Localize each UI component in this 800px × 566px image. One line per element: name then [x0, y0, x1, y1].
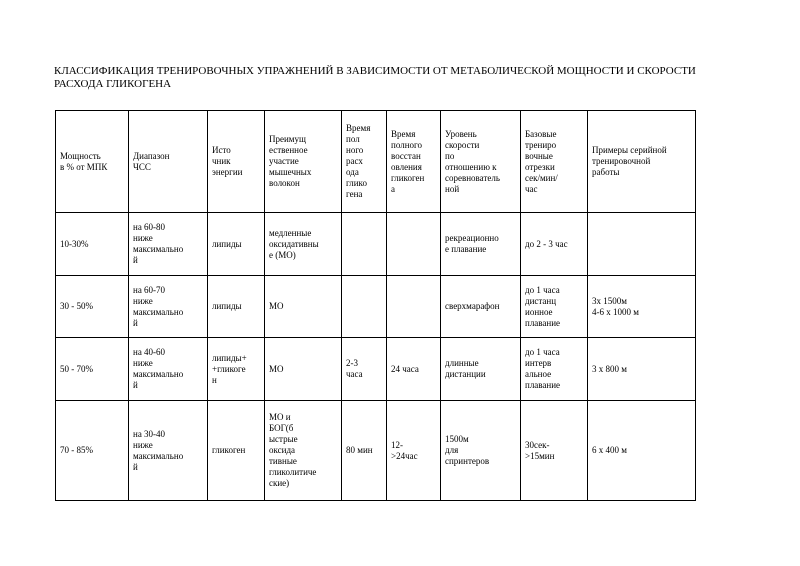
cell-line: максимально	[133, 369, 184, 379]
cell-line: максимально	[133, 450, 184, 461]
cell-line: плавание	[525, 380, 561, 390]
cell-line: сек/мин/	[525, 172, 558, 183]
cell-line: тренировочной	[592, 156, 651, 166]
segments-cell	[521, 276, 588, 338]
table-row	[56, 213, 696, 276]
cell-line: >15мин	[525, 450, 555, 461]
header-row	[56, 111, 696, 213]
cell-line: трениро	[525, 139, 557, 150]
cell-line: 70 - 85%	[60, 445, 93, 455]
cell-line: полного	[391, 139, 422, 150]
power-cell	[56, 213, 129, 276]
cell-line: 10-30%	[60, 238, 89, 249]
cell-line: 6 х 400 м	[592, 445, 627, 455]
title-line: КЛАССИФИКАЦИЯ ТРЕНИРОВОЧНЫХ УПРАЖНЕНИЙ В ЗАВИСИМОСТИ ОТ МЕТАБОЛИЧЕСКОЙ МОЩНОСТИ И СКОРОСТИ	[54, 65, 696, 77]
cell-line: медленные	[269, 227, 312, 238]
energy-source-cell	[208, 338, 265, 401]
examples-cell	[588, 276, 696, 338]
cell-line: скорости	[445, 139, 480, 150]
speed-level-cell	[441, 338, 521, 401]
cell-line: 24 часа	[391, 363, 419, 374]
cell-line: дистанции	[445, 369, 486, 379]
cell-line: Базовые	[525, 128, 557, 139]
cell-line: волокон	[269, 178, 300, 188]
fiber-cell	[265, 401, 342, 501]
cell-line: липиды+	[212, 352, 247, 363]
cell-line: соревнователь	[445, 172, 500, 183]
power-cell	[56, 401, 129, 501]
cell-line: расх	[346, 156, 363, 166]
cell-line: й	[133, 461, 138, 472]
table-row	[56, 401, 696, 501]
speed-level-cell	[441, 213, 521, 276]
cell-line: тивные	[269, 456, 297, 466]
recovery-time-cell	[387, 276, 441, 338]
speed-level-cell	[441, 276, 521, 338]
cell-line: часа	[346, 369, 363, 379]
cell-line: й	[133, 255, 138, 265]
cell-line: ода	[346, 167, 359, 177]
cell-line: ниже	[133, 439, 153, 450]
recovery-time-cell	[387, 401, 441, 501]
cell-line: до 2 - 3 час	[525, 238, 568, 249]
cell-line: ские)	[269, 478, 290, 488]
hr-cell	[129, 276, 208, 338]
header-cell	[265, 111, 342, 213]
cell-line: 3 х 800 м	[592, 363, 627, 374]
cell-line: на 40-60	[133, 347, 166, 357]
fiber-cell	[265, 338, 342, 401]
cell-line: гена	[346, 189, 363, 199]
document-title	[54, 65, 744, 91]
header-cell	[129, 111, 208, 213]
cell-line: е (МО)	[269, 249, 296, 260]
cell-line: ниже	[133, 295, 153, 306]
cell-line: максимально	[133, 244, 184, 254]
cell-line: пол	[346, 134, 360, 144]
header-cell	[441, 111, 521, 213]
cell-line: 30сек-	[525, 439, 550, 450]
cell-line: Мощность	[60, 150, 101, 161]
depletion-time-cell	[342, 213, 387, 276]
header-cell	[387, 111, 441, 213]
cell-line: альное	[525, 369, 552, 379]
table-row	[56, 276, 696, 338]
cell-line: ЧСС	[133, 161, 151, 172]
cell-line: ной	[445, 183, 460, 194]
cell-line: 1500м	[445, 434, 469, 444]
cell-line: чник	[212, 156, 231, 166]
cell-line: вочные	[525, 150, 553, 161]
depletion-time-cell	[342, 401, 387, 501]
cell-line: на 60-70	[133, 284, 166, 295]
table-row	[56, 338, 696, 401]
cell-line: ного	[346, 145, 364, 155]
cell-line: 12-	[391, 439, 403, 450]
cell-line: сверхмарафон	[445, 301, 500, 311]
cell-line: ниже	[133, 358, 153, 368]
cell-line: МО и	[269, 412, 291, 422]
cell-line: а	[391, 183, 395, 194]
cell-line: 3х 1500м	[592, 295, 627, 306]
cell-line: МО	[269, 363, 284, 374]
depletion-time-cell	[342, 338, 387, 401]
cell-line: участие	[269, 156, 299, 166]
energy-source-cell	[208, 276, 265, 338]
cell-line: липиды	[212, 301, 242, 311]
cell-line: восстан	[391, 150, 421, 161]
cell-line: глико	[346, 178, 367, 188]
cell-line: для	[445, 445, 459, 455]
title-line: РАСХОДА ГЛИКОГЕНА	[54, 78, 172, 90]
cell-line: БОГ(б	[269, 423, 294, 433]
header-cell	[56, 111, 129, 213]
cell-line: Время	[346, 123, 371, 133]
header-cell	[521, 111, 588, 213]
cell-line: отношению к	[445, 161, 497, 172]
cell-line: гликоген	[212, 445, 246, 455]
cell-line: до 1 часа	[525, 347, 560, 357]
power-cell	[56, 338, 129, 401]
cell-line: рекреационно	[445, 233, 499, 243]
cell-line: овления	[391, 161, 422, 172]
cell-line: отрезки	[525, 161, 555, 172]
examples-cell	[588, 213, 696, 276]
segments-cell	[521, 338, 588, 401]
examples-cell	[588, 338, 696, 401]
hr-cell	[129, 213, 208, 276]
cell-line: работы	[592, 167, 620, 177]
header-cell	[208, 111, 265, 213]
recovery-time-cell	[387, 338, 441, 401]
hr-cell	[129, 401, 208, 501]
classification-table	[55, 110, 696, 501]
cell-line: 4-6 х 1000 м	[592, 306, 639, 317]
header-cell	[342, 111, 387, 213]
cell-line: ественное	[269, 145, 308, 155]
cell-line: в % от МПК	[60, 161, 108, 172]
cell-line: МО	[269, 301, 284, 311]
cell-line: Диапазон	[133, 150, 170, 161]
cell-line: е плавание	[445, 244, 487, 254]
cell-line: 50 - 70%	[60, 363, 93, 374]
speed-level-cell	[441, 401, 521, 501]
cell-line: спринтеров	[445, 456, 490, 466]
cell-line: Исто	[212, 145, 231, 155]
header-cell	[588, 111, 696, 213]
hr-cell	[129, 338, 208, 401]
segments-cell	[521, 213, 588, 276]
cell-line: энергии	[212, 167, 243, 177]
cell-line: мышечных	[269, 167, 312, 177]
cell-line: й	[133, 380, 138, 390]
cell-line: липиды	[212, 238, 242, 249]
cell-line: ниже	[133, 233, 153, 243]
fiber-cell	[265, 276, 342, 338]
cell-line: 30 - 50%	[60, 301, 93, 311]
cell-line: на 60-80	[133, 222, 166, 232]
fiber-cell	[265, 213, 342, 276]
cell-line: максимально	[133, 306, 184, 317]
cell-line: до 1 часа	[525, 284, 560, 295]
energy-source-cell	[208, 401, 265, 501]
recovery-time-cell	[387, 213, 441, 276]
cell-line: час	[525, 183, 538, 194]
cell-line: Преимущ	[269, 134, 306, 144]
cell-line: гликолитиче	[269, 467, 317, 477]
cell-line: длинные	[445, 358, 479, 368]
cell-line: на 30-40	[133, 428, 166, 439]
cell-line: н	[212, 374, 217, 385]
power-cell	[56, 276, 129, 338]
cell-line: >24час	[391, 450, 418, 461]
cell-line: 80 мин	[346, 445, 373, 455]
cell-line: по	[445, 150, 455, 161]
cell-line: дистанц	[525, 295, 557, 306]
cell-line: оксидативны	[269, 238, 319, 249]
examples-cell	[588, 401, 696, 501]
cell-line: ионное	[525, 306, 553, 317]
cell-line: Примеры серийной	[592, 145, 667, 155]
energy-source-cell	[208, 213, 265, 276]
cell-line: й	[133, 317, 138, 328]
depletion-time-cell	[342, 276, 387, 338]
cell-line: 2-3	[346, 358, 358, 368]
cell-line: гликоген	[391, 172, 425, 183]
cell-line: плавание	[525, 317, 561, 328]
cell-line: Время	[391, 128, 416, 139]
cell-line: Уровень	[445, 128, 477, 139]
cell-line: +гликоге	[212, 363, 246, 374]
segments-cell	[521, 401, 588, 501]
cell-line: интерв	[525, 358, 552, 368]
cell-line: ыстрые	[269, 434, 298, 444]
cell-line: оксида	[269, 445, 296, 455]
